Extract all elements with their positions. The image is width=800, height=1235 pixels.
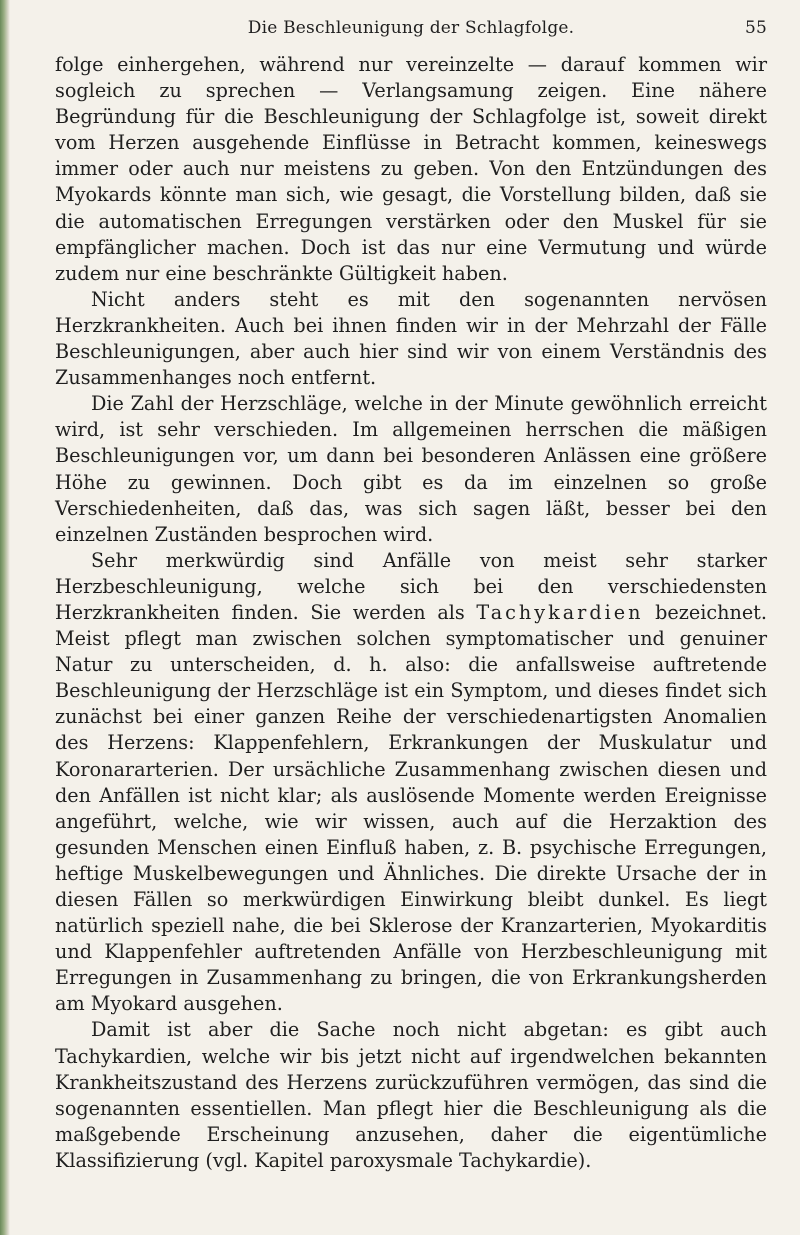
paragraph [55, 391, 767, 548]
paragraph-text: Die Zahl der Herzschläge, welche in der Minute gewöhnlich erreicht wird, ist sehr verschieden. Im allgemeinen herrschen die mäßigen Beschleunigungen vor, um dann bei besonderen Anlässen eine größere Höhe zu gewinnen. Doch gibt es da im einzelnen so große Verschiedenheiten, daß das, was sich sagen läßt, besser bei den einzelnen Zuständen besprochen wird. [55, 392, 767, 546]
paragraph-text: Sehr merkwürdig sind Anfälle von meist sehr starker Herzbeschleunigung, welche sich bei den verschiedensten Herzkrankheiten finden. Sie werden als [55, 548, 767, 624]
paragraph-text: Nicht anders steht es mit den sogenannten nervösen Herzkrankheiten. Auch bei ihnen finden wir in der Mehrzahl der Fälle Beschleunigungen, aber auch hier sind wir von einem Verständnis des Zusammenhanges noch entfernt. [55, 287, 767, 390]
paragraph-text: Damit ist aber die Sache noch nicht abgetan: es gibt auch Tachykardien, welche wir bis jetzt nicht auf irgendwelchen bekannten Krankheitszustand des Herzens zurückzuführen vermögen, das sind die sogenannten essentiellen. Man pflegt hier die Beschleunigung als die maßgebende Erscheinung anzusehen, daher die eigentümliche Klassifizierung (vgl. Kapitel paroxysmale Tachykardie). [55, 1018, 767, 1172]
book-binding-edge [0, 0, 10, 1235]
running-title: Die Beschleunigung der Schlagfolge. [247, 18, 575, 38]
paragraph [55, 287, 767, 391]
body-text [55, 52, 767, 1174]
book-page [55, 18, 767, 1174]
paragraph [55, 52, 767, 287]
paragraph-text: folge einhergehen, während nur vereinzelte — darauf kommen wir sogleich zu sprechen — Verlangsamung zeigen. Eine nähere Begründung für die Beschleunigung der Schlagfolge ist, soweit direkt vom Herzen ausgehende Einflüsse in Betracht kommen, keineswegs immer oder auch nur meistens zu geben. Von den Entzündungen des Myokards könnte man sich, wie gesagt, die Vorstellung bilden, daß sie die automatischen Erregungen verstärken oder den Muskel für sie empfänglicher machen. Doch ist das nur eine Vermutung und würde zudem nur eine beschränkte Gültigkeit haben. [55, 53, 767, 285]
paragraph [55, 1017, 767, 1174]
page-number: 55 [744, 18, 767, 38]
paragraph [55, 548, 767, 1018]
running-head [55, 18, 767, 52]
paragraph-text: bezeichnet. Meist pflegt man zwischen solchen symptomatischer und genuiner Natur zu unterscheiden, d. h. also: die anfallsweise auftretende Beschleunigung der Herzschläge ist ein Symptom, und dieses findet sich zunächst bei einer ganzen Reihe der verschiedenartigsten Anomalien des Herzens: Klappenfehlern, Erkrankungen der Muskulatur und Koronararterien. Der ursächliche Zusammenhang zwischen diesen und den Anfällen ist nicht klar; als auslösende Momente werden Ereignisse angeführt, welche, wie wir wissen, auch auf die Herzaktion des gesunden Menschen einen Einfluß haben, z. B. psychische Erregungen, heftige Muskelbewegungen und Ähnliches. Die direkte Ursache der in diesen Fällen so merkwürdigen Einwirkung bleibt dunkel. Es liegt natürlich speziell nahe, die bei Sklerose der Kranzarterien, Myokarditis und Klappenfehler auftretenden Anfälle von Herzbeschleunigung mit Erregungen in Zusammenhang zu bringen, die von Erkrankungsherden am Myokard ausgehen. [55, 600, 767, 1016]
emphasized-term: Tachykardien [476, 600, 644, 624]
